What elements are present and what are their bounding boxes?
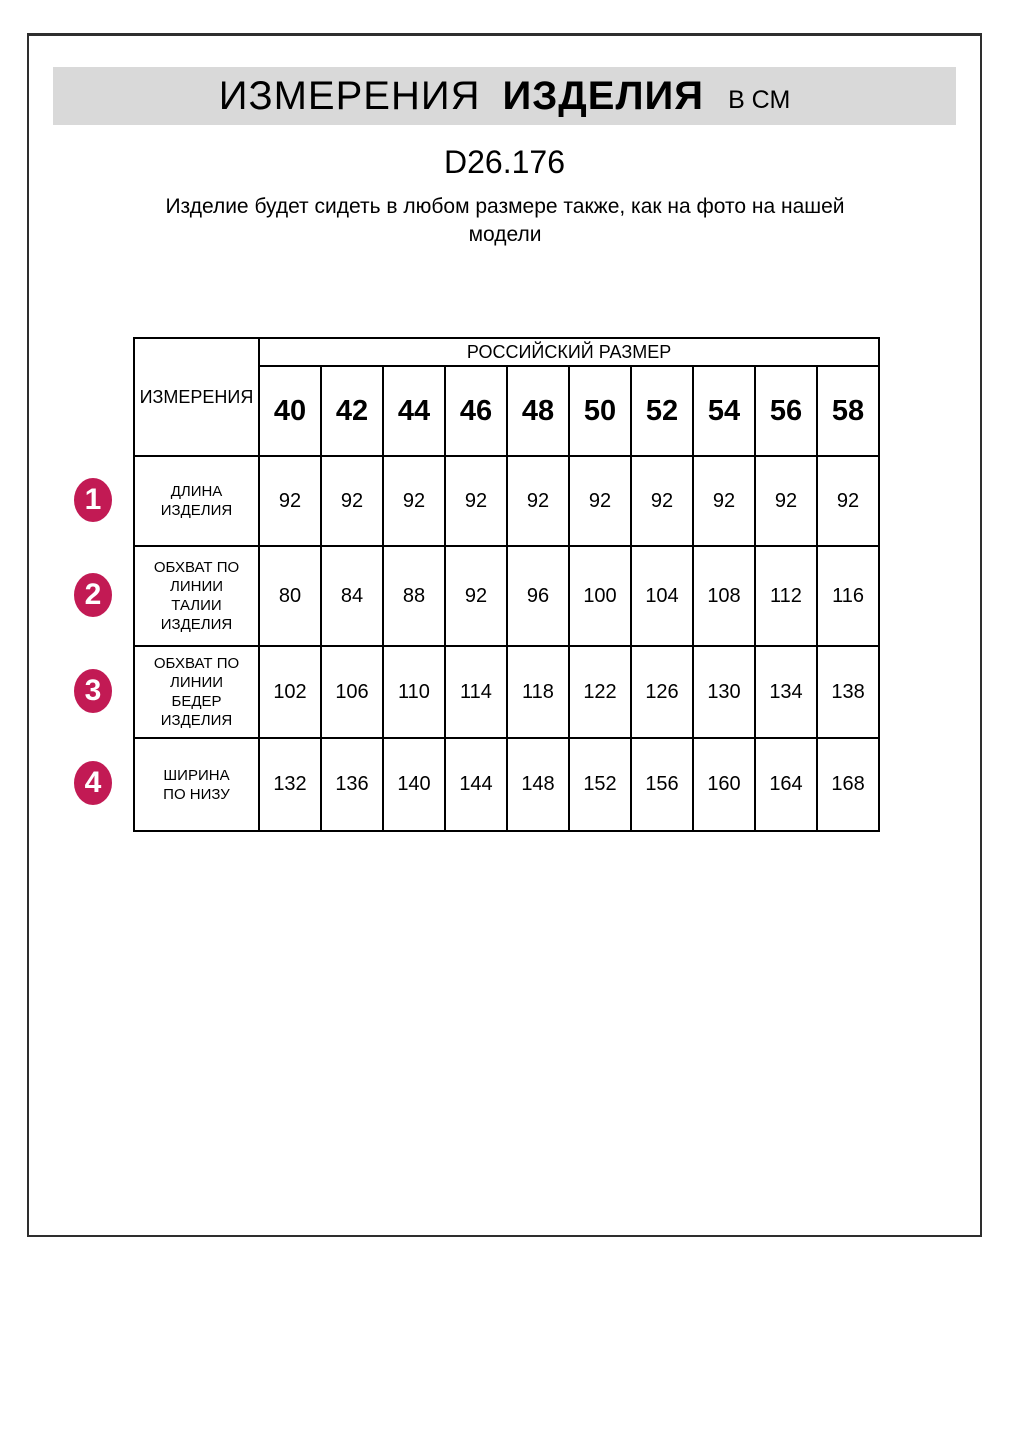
value-cell: 156 [631, 738, 693, 831]
size-header-cell: 52 [631, 366, 693, 456]
value-cell: 92 [445, 456, 507, 546]
value-cell: 130 [693, 646, 755, 738]
value-cell: 160 [693, 738, 755, 831]
value-cell: 114 [445, 646, 507, 738]
size-header-cell: 54 [693, 366, 755, 456]
value-cell: 92 [383, 456, 445, 546]
title-product: ИЗДЕЛИЯ [502, 73, 705, 118]
value-cell: 80 [259, 546, 321, 646]
value-cell: 136 [321, 738, 383, 831]
row-label-cell: ОБХВАТ ПО ЛИНИИ ТАЛИИ ИЗДЕЛИЯ [134, 546, 259, 646]
value-cell: 116 [817, 546, 879, 646]
value-cell: 88 [383, 546, 445, 646]
value-cell: 92 [321, 456, 383, 546]
title-measurements: ИЗМЕРЕНИЯ [218, 73, 481, 118]
title-unit: В СМ [728, 85, 791, 114]
value-cell: 132 [259, 738, 321, 831]
row-label-cell: ОБХВАТ ПО ЛИНИИ БЕДЕР ИЗДЕЛИЯ [134, 646, 259, 738]
size-header-cell: 58 [817, 366, 879, 456]
fit-description: Изделие будет сидеть в любом размере также, как на фото на нашей модели [165, 195, 845, 246]
value-cell: 168 [817, 738, 879, 831]
value-cell: 96 [507, 546, 569, 646]
measurement-1-badge: 1 [74, 478, 112, 522]
value-cell: 152 [569, 738, 631, 831]
size-header-cell: 48 [507, 366, 569, 456]
value-cell: 126 [631, 646, 693, 738]
value-cell: 134 [755, 646, 817, 738]
value-cell: 164 [755, 738, 817, 831]
value-cell: 138 [817, 646, 879, 738]
value-cell: 110 [383, 646, 445, 738]
value-cell: 148 [507, 738, 569, 831]
value-cell: 92 [693, 456, 755, 546]
row-label-cell: ШИРИНА ПО НИЗУ [134, 738, 259, 831]
table-row-waist [134, 546, 879, 646]
value-cell: 100 [569, 546, 631, 646]
size-group-header-cell: РОССИЙСКИЙ РАЗМЕР [259, 338, 879, 366]
value-cell: 108 [693, 546, 755, 646]
measurement-3-badge: 3 [74, 669, 112, 713]
value-cell: 112 [755, 546, 817, 646]
title-bar [53, 67, 956, 125]
value-cell: 92 [569, 456, 631, 546]
table-row-hips [134, 646, 879, 738]
value-cell: 140 [383, 738, 445, 831]
value-cell: 92 [817, 456, 879, 546]
size-header-cell: 44 [383, 366, 445, 456]
size-header-cell: 40 [259, 366, 321, 456]
measurement-2-badge: 2 [74, 573, 112, 617]
size-header-cell: 46 [445, 366, 507, 456]
value-cell: 92 [445, 546, 507, 646]
size-header-cell: 42 [321, 366, 383, 456]
size-header-cell: 50 [569, 366, 631, 456]
measurement-4-badge: 4 [74, 761, 112, 805]
size-header-cell: 56 [755, 366, 817, 456]
value-cell: 92 [631, 456, 693, 546]
value-cell: 122 [569, 646, 631, 738]
product-code: D26.176 [444, 144, 565, 180]
value-cell: 102 [259, 646, 321, 738]
value-cell: 106 [321, 646, 383, 738]
value-cell: 92 [755, 456, 817, 546]
value-cell: 92 [507, 456, 569, 546]
value-cell: 92 [259, 456, 321, 546]
value-cell: 104 [631, 546, 693, 646]
size-table [133, 337, 880, 832]
table-row-length [134, 456, 879, 546]
value-cell: 144 [445, 738, 507, 831]
value-cell: 118 [507, 646, 569, 738]
table-row-group-header [134, 338, 879, 366]
row-label-cell: ДЛИНА ИЗДЕЛИЯ [134, 456, 259, 546]
value-cell: 84 [321, 546, 383, 646]
measurements-header-cell: ИЗМЕРЕНИЯ [134, 338, 259, 456]
table-row-bottom-width [134, 738, 879, 831]
